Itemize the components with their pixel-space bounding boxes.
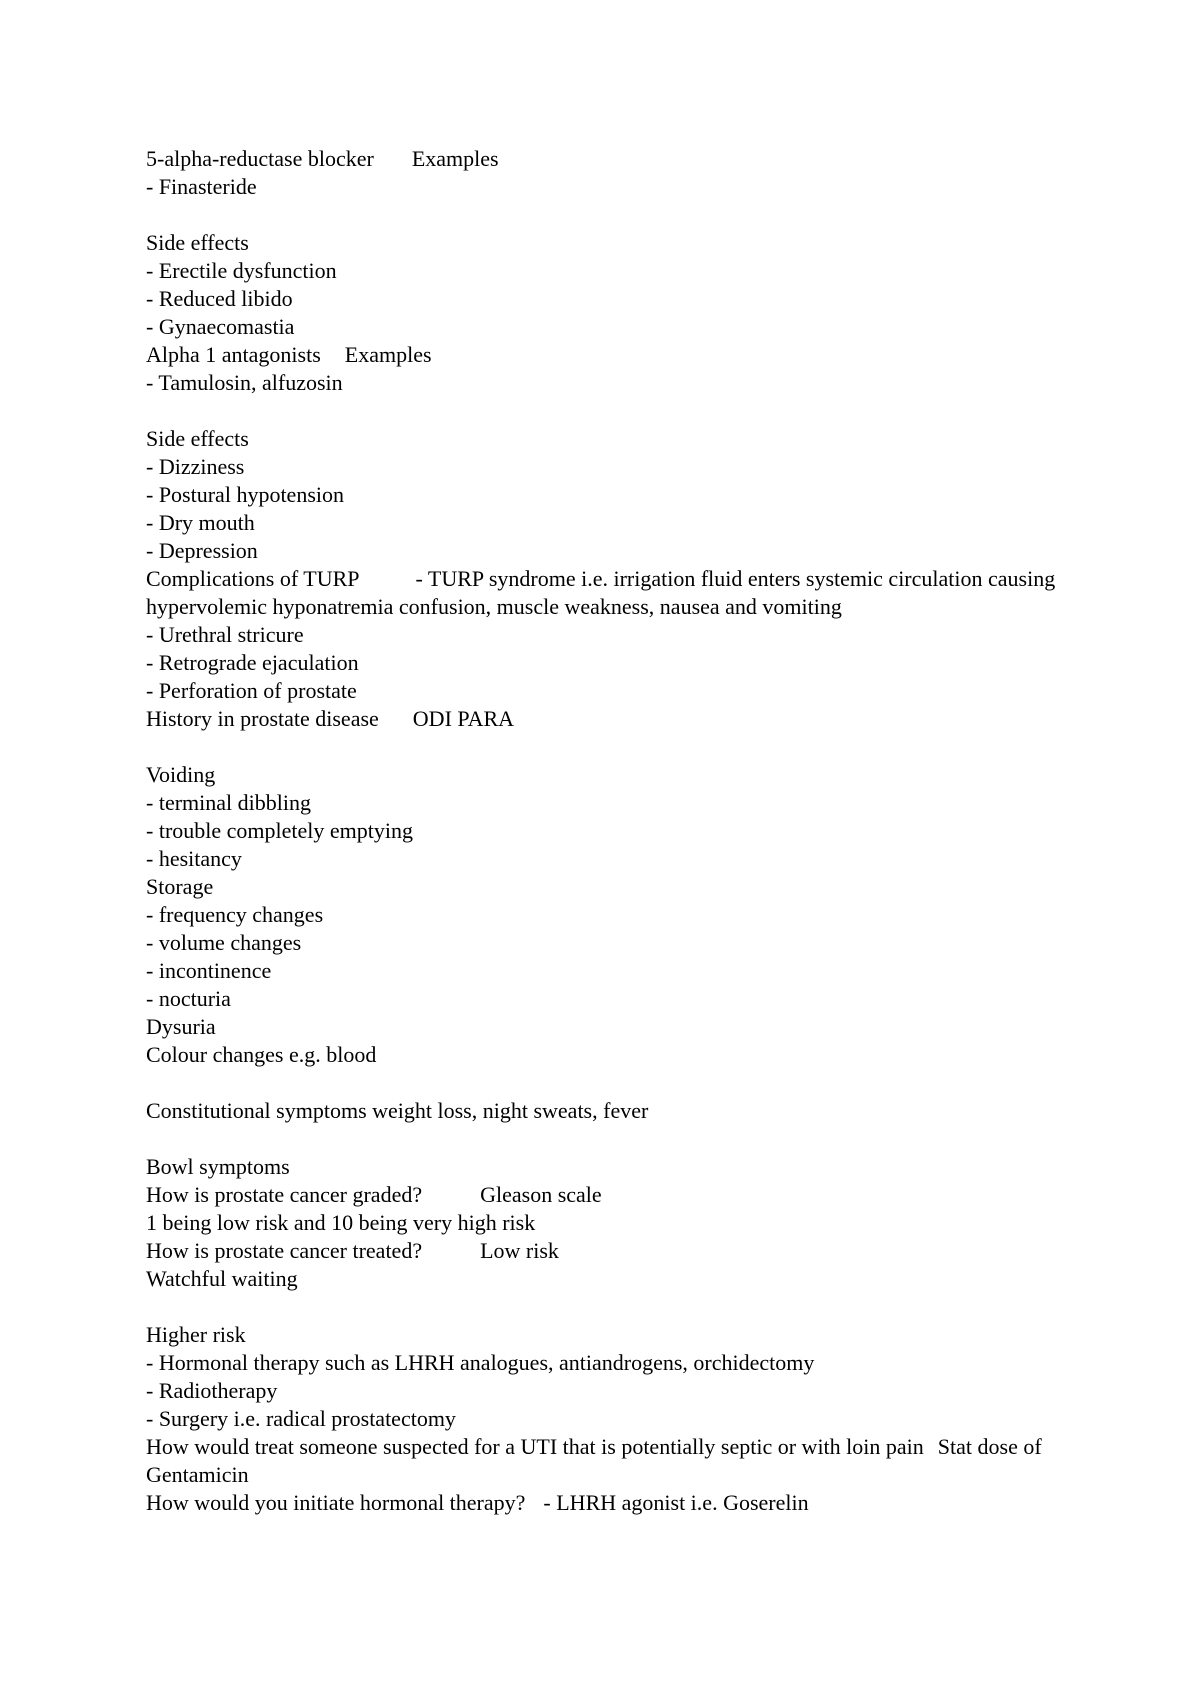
text-line: - Tamulosin, alfuzosin: [146, 370, 343, 395]
text-line: Storage: [146, 874, 214, 899]
blank-line: [146, 397, 1086, 425]
answer-text: Gleason scale: [480, 1182, 602, 1207]
answer-text: Stat dose of Gentamicin: [146, 1434, 1048, 1487]
question-text: How is prostate cancer treated?: [146, 1238, 423, 1263]
text-line: Voiding: [146, 762, 216, 787]
text-line: - Surgery i.e. radical prostatectomy: [146, 1406, 456, 1431]
text-line: [146, 705, 1086, 733]
text-line: - Erectile dysfunction: [146, 258, 337, 283]
text-line: [146, 1489, 1086, 1517]
text-line: - hesitancy: [146, 846, 242, 871]
question-text: How is prostate cancer graded?: [146, 1182, 423, 1207]
text-line: - Radiotherapy: [146, 1378, 278, 1403]
text-line: Higher risk: [146, 1322, 246, 1347]
text-line: - Retrograde ejaculation: [146, 650, 359, 675]
blank-line: [146, 1125, 1086, 1153]
blank-line: [146, 1293, 1086, 1321]
question-text: History in prostate disease: [146, 706, 379, 731]
text-line: - Urethral stricure: [146, 622, 304, 647]
question-text: Complications of TURP: [146, 566, 360, 591]
answer-text: Examples: [411, 146, 499, 171]
text-line: [146, 1237, 1086, 1265]
text-line: 1 being low risk and 10 being very high risk: [146, 1210, 536, 1235]
text-line: - Finasteride: [146, 174, 257, 199]
text-line: Side effects: [146, 426, 249, 451]
text-line: - Perforation of prostate: [146, 678, 357, 703]
text-line: Colour changes e.g. blood: [146, 1042, 377, 1067]
answer-text: ODI PARA: [412, 706, 515, 731]
text-line: [146, 1181, 1086, 1209]
text-line: - Depression: [146, 538, 258, 563]
text-line: Watchful waiting: [146, 1266, 298, 1291]
answer-text: Examples: [344, 342, 432, 367]
text-line: - Hormonal therapy such as LHRH analogues, antiandrogens, orchidectomy: [146, 1350, 815, 1375]
text-line: Dysuria: [146, 1014, 216, 1039]
answer-text: - TURP syndrome i.e. irrigation fluid enters systemic circulation causing hypervolemic hyponatremia confusion, muscle weakness, nausea and vomiting: [146, 566, 1061, 619]
answer-text: Low risk: [480, 1238, 559, 1263]
text-line: - frequency changes: [146, 902, 324, 927]
text-line: [146, 341, 1086, 369]
text-line: - Postural hypotension: [146, 482, 344, 507]
blank-line: [146, 1069, 1086, 1097]
blank-line: [146, 201, 1086, 229]
document-body: [146, 145, 1086, 1517]
question-text: How would you initiate hormonal therapy?: [146, 1490, 526, 1515]
text-line: - terminal dibbling: [146, 790, 311, 815]
text-line: - Dizziness: [146, 454, 245, 479]
text-line: - nocturia: [146, 986, 231, 1011]
text-line: - Gynaecomastia: [146, 314, 295, 339]
text-line: Constitutional symptoms weight loss, night sweats, fever: [146, 1098, 649, 1123]
text-line: - trouble completely emptying: [146, 818, 413, 843]
question-text: How would treat someone suspected for a UTI that is potentially septic or with loin pain: [146, 1434, 924, 1459]
answer-text: - LHRH agonist i.e. Goserelin: [543, 1490, 809, 1515]
blank-line: [146, 733, 1086, 761]
text-line: - incontinence: [146, 958, 272, 983]
text-line: - Dry mouth: [146, 510, 255, 535]
text-line: Bowl symptoms: [146, 1154, 290, 1179]
question-text: 5-alpha-reductase blocker: [146, 146, 374, 171]
question-text: Alpha 1 antagonists: [146, 342, 321, 367]
text-line: [146, 145, 1086, 173]
text-line: [146, 1433, 1086, 1489]
text-line: [146, 565, 1086, 621]
text-line: Side effects: [146, 230, 249, 255]
text-line: - Reduced libido: [146, 286, 293, 311]
text-line: - volume changes: [146, 930, 302, 955]
